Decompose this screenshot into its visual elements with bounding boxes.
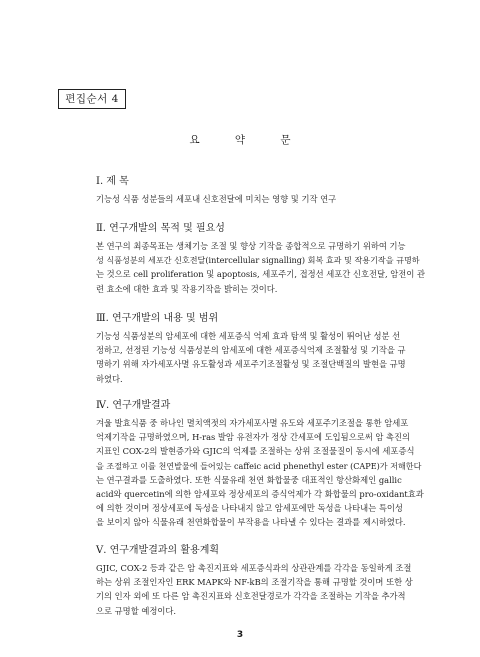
section-heading: Ⅴ. 연구개발결과의 활용계획 bbox=[96, 545, 220, 556]
section-results bbox=[96, 399, 426, 530]
section-title bbox=[96, 175, 426, 206]
section-line: 성 식품성분의 세포간 신호전달(intercellular signalling) 회복 효과 및 작용기작을 규명하 bbox=[96, 255, 420, 266]
section-purpose bbox=[96, 222, 426, 296]
edit-order-box: 편집순서 4 bbox=[58, 89, 126, 109]
section-line: 을 조절하고 이를 천연발물에 들어있는 caffeic acid phenethyl ester (CAPE)가 저해한다 bbox=[96, 460, 422, 471]
section-line: 으로 규명할 예정이다. bbox=[96, 605, 177, 616]
section-line: 을 보이지 않아 식물유래 천연화합물이 부작용을 나타낼 수 있다는 결과를 제시하였다. bbox=[96, 517, 406, 528]
section-line: 명하기 위해 자가세포사멸 유도활성과 세포주기조절활성 및 조절단백질의 발현을 규명 bbox=[96, 359, 406, 370]
section-heading: Ⅳ. 연구개발결과 bbox=[96, 400, 171, 411]
section-line: 지표인 COX-2의 발현증가와 GJIC의 억제를 조절하는 상위 조절물질이 동시에 세포증식 bbox=[96, 446, 415, 457]
section-heading: Ⅲ. 연구개발의 내용 및 범위 bbox=[96, 313, 219, 324]
summary-title: 요 약 문 bbox=[189, 134, 307, 146]
section-line: 정하고, 선정된 기능성 식품성분의 암세포에 대한 세포증식억제 조절활성 및 기작을 규 bbox=[96, 345, 406, 356]
section-line: 기의 인자 외에 또 다른 암 촉진지표와 신호전달경로가 각각을 조절하는 기작을 추가적 bbox=[96, 591, 406, 602]
section-line: 본 연구의 최종목표는 생체기능 조절 및 향상 기작을 종합적으로 규명하기 위하여 기능 bbox=[96, 241, 406, 251]
section-line: 기능성 식품 성분들의 세포내 신호전달에 미치는 영향 및 기작 연구 bbox=[96, 194, 337, 204]
section-line: acid와 quercetin에 의한 암세포와 정상세포의 증식억제가 각 화합물의 pro-oxidant효과 bbox=[96, 489, 424, 500]
section-line: 억제기작을 규명하였으며, H-ras 발암 유전자가 정상 간세포에 도입됨으로써 암 촉진의 bbox=[96, 432, 411, 443]
section-heading: Ⅱ. 연구개발의 목적 및 필요성 bbox=[96, 223, 225, 234]
section-line: 에 의한 것이며 정상세포에 독성을 나타내지 않고 암세포에만 독성을 나타내는 특이성 bbox=[96, 503, 403, 514]
section-line: 련 효소에 대한 효과 및 작용기작을 밝히는 것이다. bbox=[96, 283, 278, 294]
section-line: 는 것으로 cell proliferation 및 apoptosis, 세포주기, 접정선 세포간 신호전달, 암전이 관 bbox=[96, 269, 425, 280]
section-line: 하였다. bbox=[96, 373, 123, 384]
section-line: 기능성 식품성분의 암세포에 대한 세포증식 억제 효과 탐색 및 활성이 뛰어난 성분 선 bbox=[96, 331, 401, 341]
section-line: 겨울 발효식품 중 하나인 멸치액젓의 자가세포사멸 유도와 세포주기조절을 통한 암세포 bbox=[96, 418, 409, 428]
section-line: GJIC, COX-2 등과 같은 암 촉진지표와 세포증식과의 상관관계를 각각을 동일하게 조절 bbox=[96, 563, 412, 573]
page-number: 3 bbox=[236, 630, 244, 640]
section-line: 하는 상위 조절인자인 ERK MAPK와 NF-kB의 조절기작을 통해 규명할 것이며 또한 상 bbox=[96, 577, 413, 588]
section-line: 는 연구결과를 도출하였다. 또한 식물유래 천연 화합물중 대표적인 항산화제인 gallic bbox=[96, 474, 402, 485]
section-application bbox=[96, 544, 426, 618]
section-heading: Ⅰ. 제 목 bbox=[96, 176, 129, 187]
section-scope bbox=[96, 312, 426, 386]
